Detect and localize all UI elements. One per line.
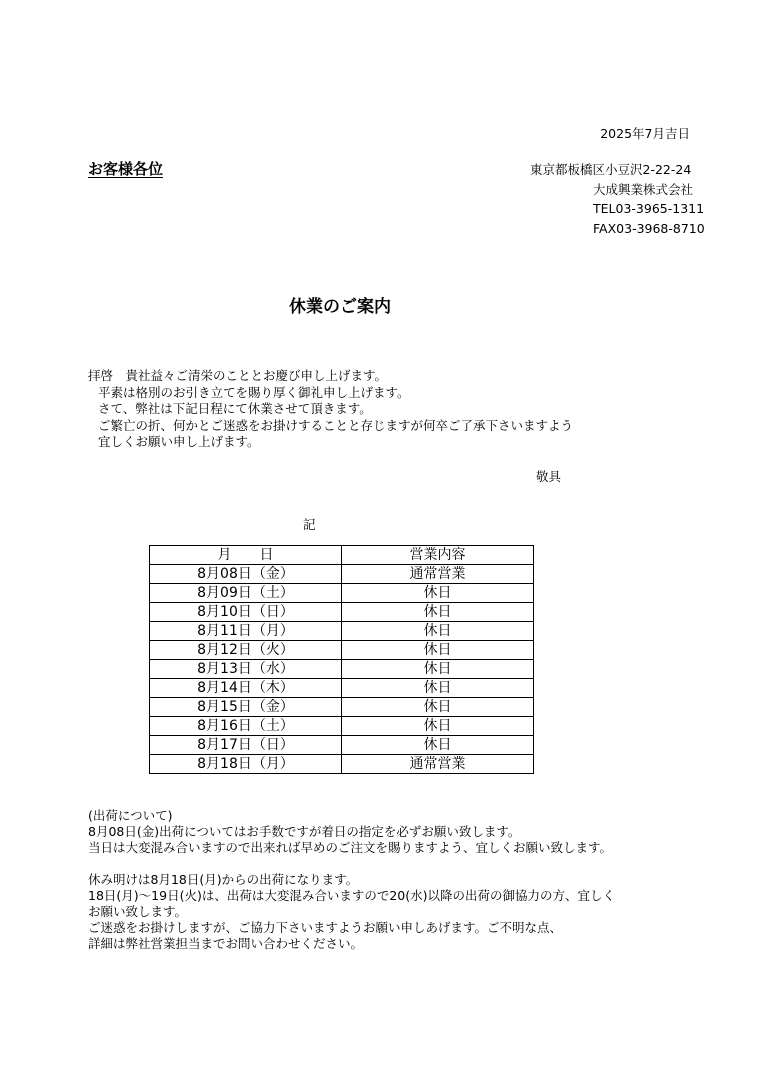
row-date: 8月16日（土）: [150, 717, 342, 736]
sender-block: [530, 160, 705, 238]
table-row: [150, 736, 534, 755]
row-date: 8月11日（月）: [150, 622, 342, 641]
greeting-body: [88, 368, 573, 451]
table-row: [150, 584, 534, 603]
notes-line: お願い致します。: [88, 904, 188, 919]
header-status: 営業内容: [342, 546, 534, 565]
row-date: 8月09日（土）: [150, 584, 342, 603]
table-row: [150, 603, 534, 622]
greeting-line: 宜しくお願い申し上げます。: [98, 434, 260, 449]
row-date: 8月14日（木）: [150, 679, 342, 698]
notes-spacer: [88, 856, 615, 872]
notes-line: 18日(月)～19日(火)は、出荷は大変混み合いますので20(水)以降の出荷の御協力の方、宜しく: [88, 888, 615, 903]
table-row: [150, 755, 534, 774]
table-row: [150, 622, 534, 641]
row-date: 8月17日（日）: [150, 736, 342, 755]
row-status: 休日: [342, 660, 534, 679]
schedule-table: [149, 545, 534, 774]
notes-line: 休み明けは8月18日(月)からの出荷になります。: [88, 872, 359, 887]
row-status: 通常営業: [342, 565, 534, 584]
shipping-notes: [88, 808, 615, 952]
table-row: [150, 660, 534, 679]
sender-fax: FAX03-3968-8710: [593, 220, 705, 236]
table-row: [150, 698, 534, 717]
sender-tel: TEL03-3965-1311: [593, 201, 705, 216]
sender-address: 東京都板橋区小豆沢2-22-24: [530, 162, 692, 177]
greeting-line: 平素は格別のお引き立てを賜り厚く御礼申し上げます。: [98, 384, 410, 400]
row-status: 通常営業: [342, 755, 534, 774]
table-row: [150, 641, 534, 660]
notes-line: 当日は大変混み合いますので出来れば早めのご注文を賜りますよう、宜しくお願い致します。: [88, 840, 613, 855]
sender-company: 大成興業株式会社: [593, 181, 694, 197]
recipient-heading: お客様各位: [88, 160, 164, 178]
row-status: 休日: [342, 584, 534, 603]
greeting-line: 拝啓 貴社益々ご清栄のこととお慶び申し上げます。: [88, 368, 388, 383]
row-status: 休日: [342, 641, 534, 660]
table-row: [150, 565, 534, 584]
greeting-line: さて、弊社は下記日程にて休業させて頂きます。: [98, 401, 372, 416]
row-status: 休日: [342, 679, 534, 698]
row-status: 休日: [342, 698, 534, 717]
document-date: 2025年7月吉日: [600, 126, 690, 141]
row-status: 休日: [342, 622, 534, 641]
closing-keigu: 敬具: [536, 469, 562, 484]
table-row: [150, 717, 534, 736]
row-date: 8月12日（火）: [150, 641, 342, 660]
row-date: 8月13日（水）: [150, 660, 342, 679]
notes-line: 8月08日(金)出荷についてはお手数ですが着日の指定を必ずお願い致します。: [88, 824, 521, 839]
row-status: 休日: [342, 736, 534, 755]
row-date: 8月18日（月）: [150, 755, 342, 774]
header-date: 月 日: [150, 546, 342, 565]
notes-line: ご迷惑をお掛けしますが、ご協力下さいますようお願い申しあげます。ご不明な点、: [88, 920, 563, 935]
row-date: 8月10日（日）: [150, 603, 342, 622]
row-status: 休日: [342, 717, 534, 736]
row-date: 8月08日（金）: [150, 565, 342, 584]
row-status: 休日: [342, 603, 534, 622]
page-title: 休業のご案内: [289, 297, 391, 317]
greeting-line: ご繁亡の折、何かとご迷惑をお掛けすることと存じますが何卒ご了承下さいますよう: [98, 417, 574, 433]
ki-marker: 記: [303, 517, 316, 532]
notes-line: 詳細は弊社営業担当までお問い合わせください。: [88, 936, 364, 951]
table-row: [150, 679, 534, 698]
table-header-row: [150, 546, 534, 565]
row-date: 8月15日（金）: [150, 698, 342, 717]
notes-heading: (出荷について): [88, 808, 173, 823]
